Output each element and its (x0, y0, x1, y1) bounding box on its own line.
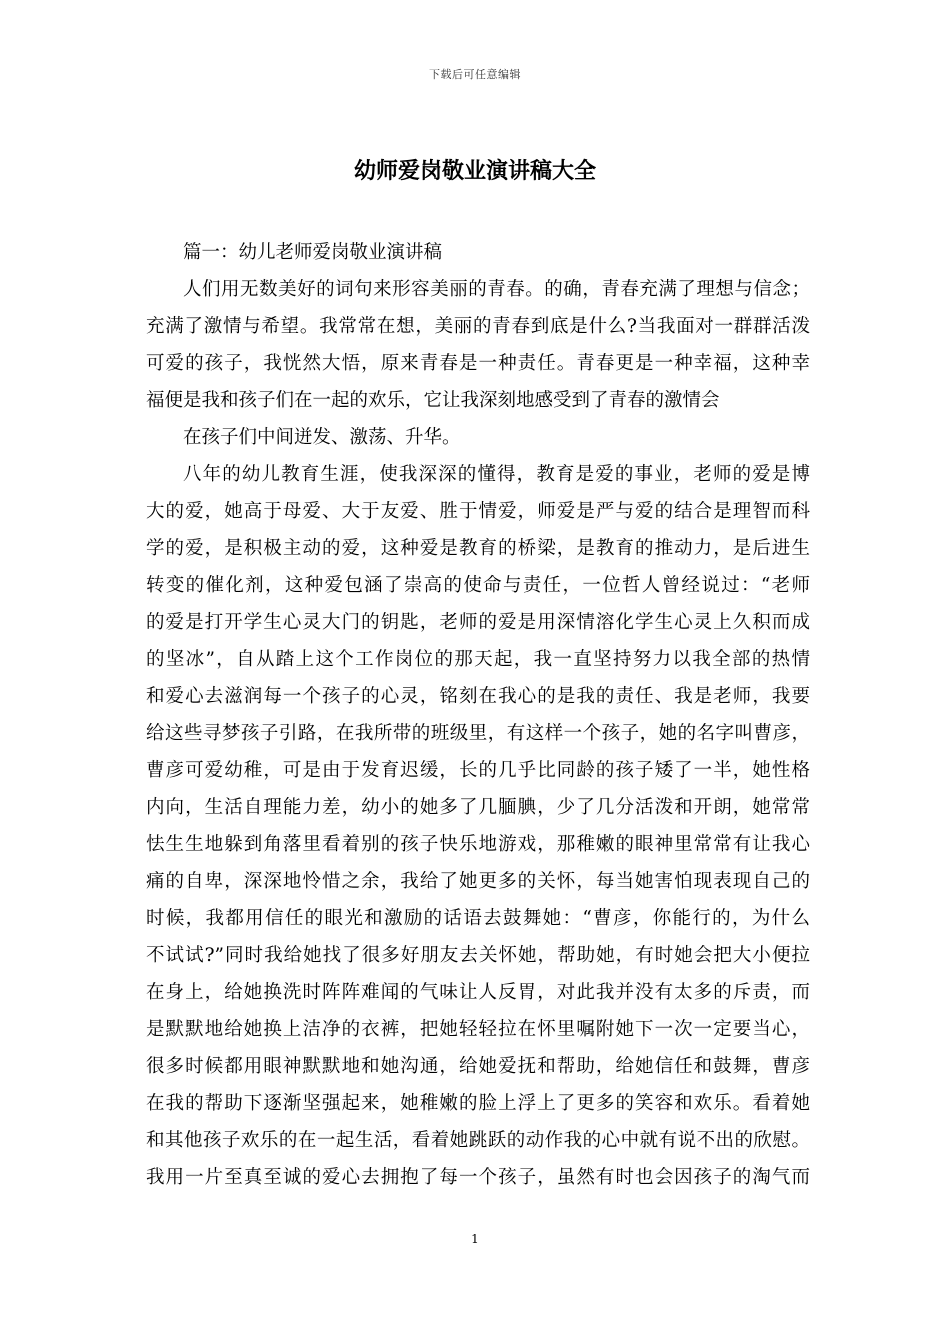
body-line: 痛的自卑，深深地怜惜之余，我给了她更多的关怀，每当她害怕现表现自己的 (146, 871, 810, 892)
body-line: 在孩子们中间迸发、激荡、升华。 (183, 427, 461, 448)
body-line: 八年的幼儿教育生涯，使我深深的懂得，教育是爱的事业，老师的爱是博 (183, 464, 810, 485)
document-title: 幼师爱岗敬业演讲稿大全 (353, 159, 596, 184)
body-line: 充满了激情与希望。我常常在想，美丽的青春到底是什么?当我面对一群群活泼 (146, 316, 810, 337)
body-line: 的坚冰”，自从踏上这个工作岗位的那天起，我一直坚持努力以我全部的热情 (146, 649, 810, 670)
body-line: 的爱是打开学生心灵大门的钥匙，老师的爱是用深情溶化学生心灵上久积而成 (146, 612, 810, 633)
body-line: 怯生生地躲到角落里看着别的孩子快乐地游戏，那稚嫩的眼神里常常有让我心 (146, 834, 810, 855)
body-line: 曹彦可爱幼稚，可是由于发育迟缓，长的几乎比同龄的孩子矮了一半，她性格 (146, 760, 810, 781)
body-line: 大的爱，她高于母爱、大于友爱、胜于情爱，师爱是严与爱的结合是理智而科 (146, 501, 810, 522)
body-line: 人们用无数美好的词句来形容美丽的青春。的确，青春充满了理想与信念； (183, 279, 810, 300)
body-line: 不试试?”同时我给她找了很多好朋友去关怀她，帮助她，有时她会把大小便拉 (146, 945, 810, 966)
body-line: 在我的帮助下逐渐坚强起来，她稚嫩的脸上浮上了更多的笑容和欢乐。看着她 (146, 1093, 810, 1114)
body-line: 学的爱，是积极主动的爱，这种爱是教育的桥梁，是教育的推动力，是后进生 (146, 538, 810, 559)
body-line: 我用一片至真至诚的爱心去拥抱了每一个孩子，虽然有时也会因孩子的淘气而 (146, 1167, 810, 1188)
page-number: 1 (471, 1232, 479, 1246)
body-line: 内向，生活自理能力差，幼小的她多了几腼腆，少了几分活泼和开朗，她常常 (146, 797, 810, 818)
body-line: 时候，我都用信任的眼光和激励的话语去鼓舞她：“曹彦，你能行的，为什么 (146, 908, 810, 929)
body-line: 和爱心去滋润每一个孩子的心灵，铭刻在我心的是我的责任、我是老师，我要 (146, 686, 810, 707)
body-line: 很多时候都用眼神默默地和她沟通，给她爱抚和帮助，给她信任和鼓舞，曹彦 (146, 1056, 810, 1077)
body-line: 转变的催化剂，这种爱包涵了崇高的使命与责任，一位哲人曾经说过：“老师 (146, 575, 810, 596)
document-body (146, 234, 810, 1196)
body-line: 和其他孩子欢乐的在一起生活，看着她跳跃的动作我的心中就有说不出的欣慰。 (146, 1130, 810, 1151)
body-line: 在身上，给她换洗时阵阵难闻的气味让人反胃，对此我并没有太多的斥责，而 (146, 982, 810, 1003)
body-line: 可爱的孩子，我恍然大悟，原来青春是一种责任。青春更是一种幸福，这种幸 (146, 353, 810, 374)
body-line: 福便是我和孩子们在一起的欢乐，它让我深刻地感受到了青春的激情会 (146, 390, 720, 411)
body-line: 是默默地给她换上洁净的衣裤，把她轻轻拉在怀里嘱附她下一次一定要当心， (146, 1019, 810, 1040)
body-line: 篇一：幼儿老师爱岗敬业演讲稿 (183, 242, 443, 263)
body-line: 给这些寻梦孩子引路，在我所带的班级里，有这样一个孩子，她的名字叫曹彦， (146, 723, 810, 744)
header-note: 下载后可任意编辑 (429, 68, 521, 81)
